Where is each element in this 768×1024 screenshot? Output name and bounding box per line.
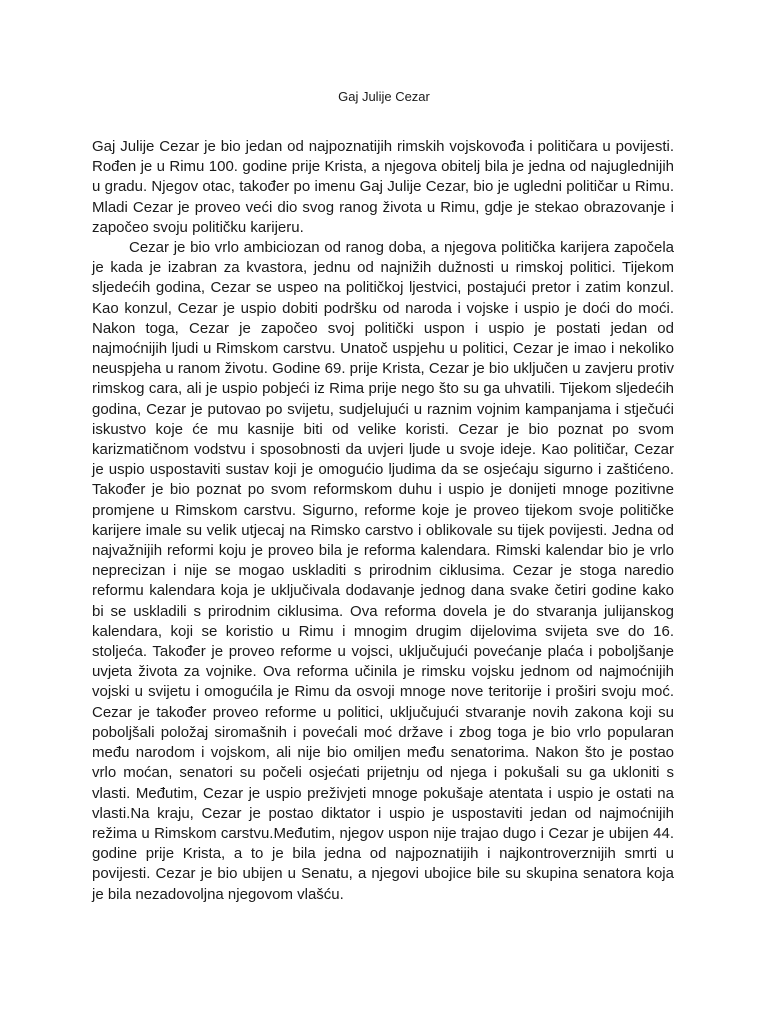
document-title: Gaj Julije Cezar [338, 89, 430, 104]
document-body [92, 137, 674, 905]
paragraph-2: Cezar je bio vrlo ambiciozan od ranog doba, a njegova politička karijera započela je kada je izabran za kvastora, jednu od najnižih dužnosti u rimskoj politici. Tijekom sljedećih godina, Cezar se uspeo na političkoj ljestvici, postajući pretor i zatim konzul. Kao konzul, Cezar je uspio dobiti podršku od naroda i vojske i uspio je doći do moći. Nakon toga, Cezar je započeo svoj politički uspon i uspio je postati jedan od najmoćnijih ljudi u Rimskom carstvu. Unatoč uspjehu u politici, Cezar je imao i nekoliko neuspjeha u ranom životu. Godine 69. prije Krista, Cezar je bio uključen u zavjeru protiv rimskog cara, ali je uspio pobjeći iz Rima prije nego što su ga uhvatili. Tijekom sljedećih godina, Cezar je putovao po svijetu, sudjelujući u raznim vojnim kampanjama i stječući iskustvo koje će mu kasnije biti od velike koristi. Cezar je bio poznat po svom karizmatičnom vodstvu i sposobnosti da uvjeri ljude u svoje ideje. Kao političar, Cezar je uspio uspostaviti sustav koji je omogućio ljudima da se osjećaju sigurno i zaštićeno. Također je bio poznat po svom reformskom duhu i uspio je donijeti mnoge pozitivne promjene u Rimskom carstvu. Sigurno, reforme koje je proveo tijekom svoje političke karijere imale su velik utjecaj na Rimsko carstvo i oblikovale su tijek povijesti. Jedna od najvažnijih reformi koju je proveo bila je reforma kalendara. Rimski kalendar bio je vrlo neprecizan i nije se mogao uskladiti s prirodnim ciklusima. Cezar je stoga naredio reformu kalendara koja je uključivala dodavanje jednog dana svake četiri godine kako bi se uskladili s prirodnim ciklusima. Ova reforma dovela je do stvaranja julijanskog kalendara, koji se koristio u Rimu i mnogim drugim dijelovima svijeta sve do 16. stoljeća. Također je proveo reforme u vojsci, uključujući povećanje plaća i poboljšanje uvjeta života za vojnike. Ova reforma učinila je rimsku vojsku jednom od najmoćnijih vojski u svijetu i omogućila je Rimu da osvoji mnoge nove teritorije i proširi svoju moć. Cezar je također proveo reforme u politici, uključujući stvaranje novih zakona koji su poboljšali položaj siromašnih i povećali moć države i zbog toga je bio vrlo popularan među narodom i vojskom, ali nije bio omiljen među senatorima. Nakon što je postao vrlo moćan, senatori su počeli osjećati prijetnju od njega i pokušali su ga ukloniti s vlasti. Međutim, Cezar je uspio preživjeti mnoge pokušaje atentata i uspio je ostati na vlasti.Na kraju, Cezar je postao diktator i uspio je uspostaviti jedan od najmoćnijih režima u Rimskom carstvu.Međutim, njegov uspon nije trajao dugo i Cezar je ubijen 44. godine prije Krista, a to je bila jedna od najpoznatijih i najkontroverznijih smrti u povijesti. Cezar je bio ubijen u Senatu, a njegovi ubojice bile su skupina senatora koja je bila nezadovoljna njegovom vlašću. [92, 239, 674, 903]
paragraph-1: Gaj Julije Cezar je bio jedan od najpoznatijih rimskih vojskovođa i političara u povijesti. Rođen je u Rimu 100. godine prije Krista, a njegova obitelj bila je jedna od najuglednijih u gradu. Njegov otac, također po imenu Gaj Julije Cezar, bio je ugledni političar u Rimu. Mladi Cezar je proveo veći dio svog ranog života u Rimu, gdje je stekao obrazovanje i započeo svoju političku karijeru. [92, 138, 674, 236]
